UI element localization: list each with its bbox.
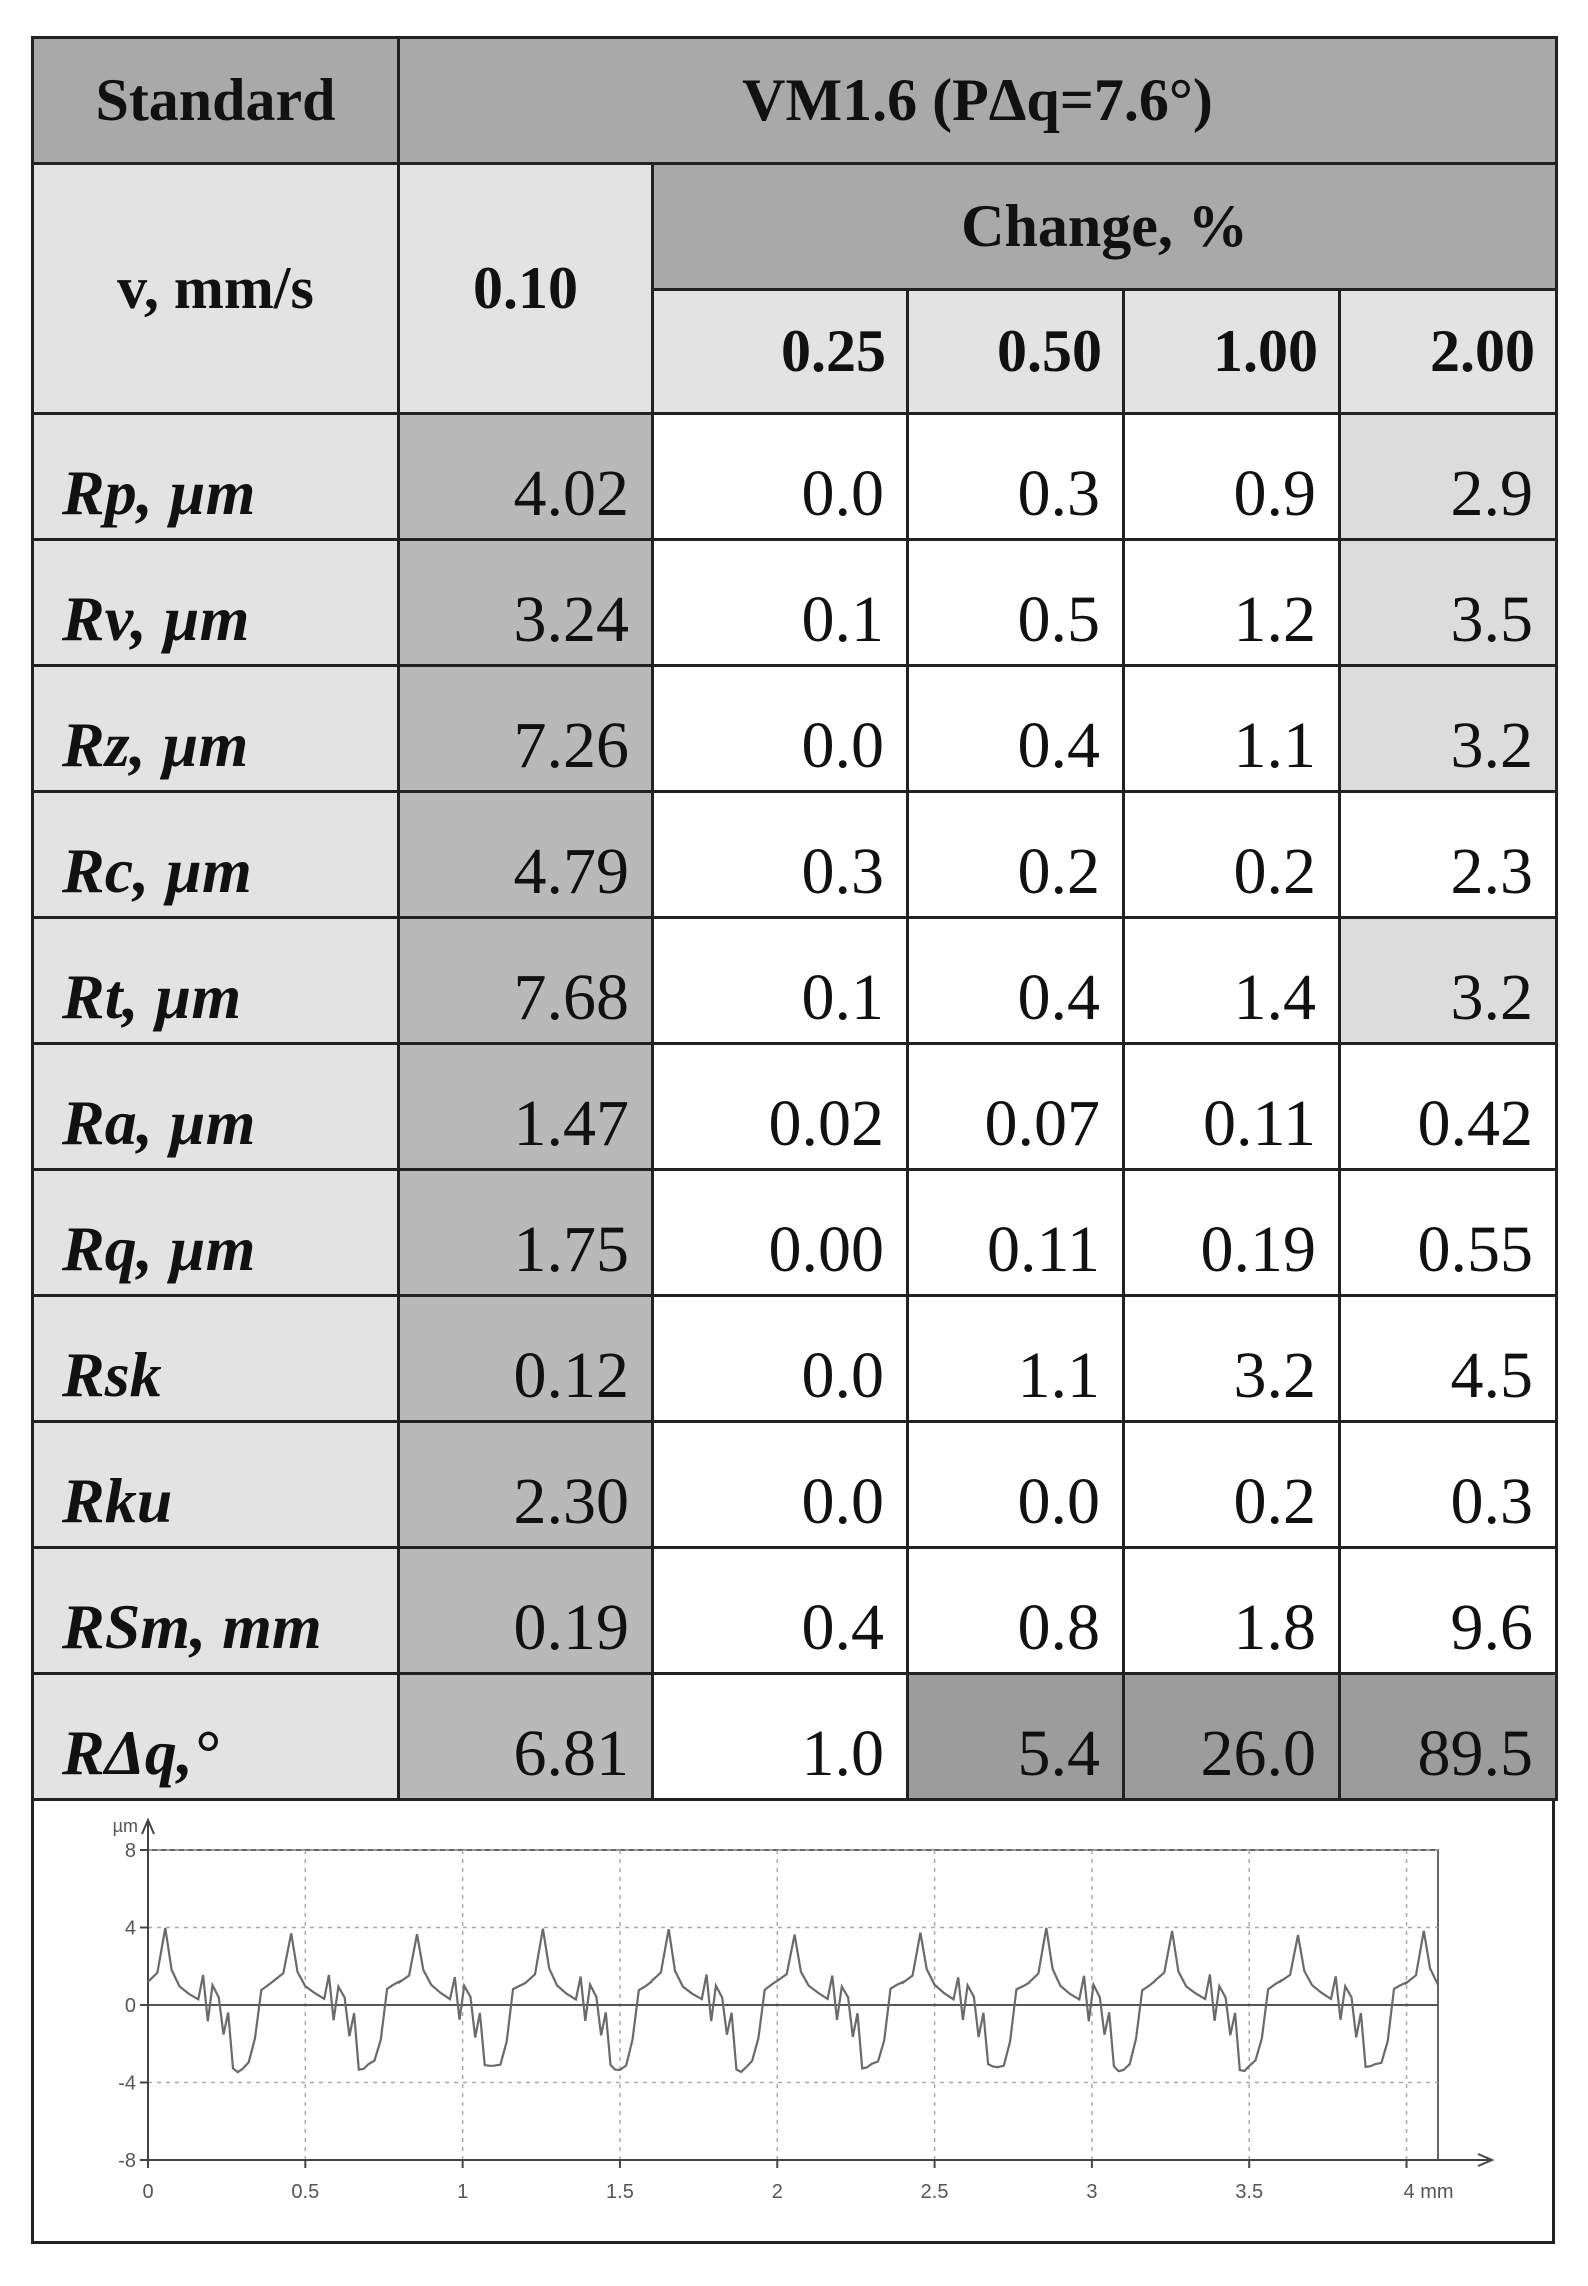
change-value: 1.1 — [908, 1296, 1124, 1422]
change-value: 2.9 — [1340, 414, 1557, 540]
y-tick-label: 0 — [124, 1995, 136, 2017]
row-label: Rsk — [33, 1296, 399, 1422]
change-value: 0.0 — [908, 1422, 1124, 1548]
change-value: 0.07 — [908, 1044, 1124, 1170]
change-value: 0.8 — [908, 1548, 1124, 1674]
base-value: 3.24 — [399, 540, 653, 666]
speed-header-text: v, mm/s — [117, 255, 314, 321]
change-value: 1.1 — [1124, 666, 1340, 792]
change-value: 0.55 — [1340, 1170, 1557, 1296]
table-row — [33, 1170, 1557, 1296]
y-tick-label: -4 — [118, 2072, 136, 2095]
vm-header-text: VM1.6 (PΔq=7.6°) — [742, 67, 1213, 133]
row-label: Ra, µm — [33, 1044, 399, 1170]
table-row — [33, 666, 1557, 792]
row-label: Rku — [33, 1422, 399, 1548]
profile-chart — [60, 1810, 1530, 2220]
x-tick-label: 1 — [457, 2181, 469, 2203]
change-value: 0.19 — [1124, 1170, 1340, 1296]
change-value: 3.2 — [1340, 666, 1557, 792]
change-value: 0.1 — [653, 540, 908, 666]
x-tick-label: 2 — [771, 2181, 783, 2203]
change-header: Change, % — [653, 164, 1557, 290]
row-label: Rz, µm — [33, 666, 399, 792]
x-tick-label: 1.5 — [606, 2181, 634, 2203]
change-value: 0.5 — [908, 540, 1124, 666]
x-tick-label: 0 — [142, 2181, 154, 2203]
row-label: RΔq,° — [33, 1674, 399, 1800]
base-value: 1.47 — [399, 1044, 653, 1170]
change-value: 9.6 — [1340, 1548, 1557, 1674]
x-tick-label: 3 — [1086, 2181, 1098, 2203]
speed-header — [33, 164, 399, 414]
x-tick-label: 3.5 — [1235, 2181, 1264, 2203]
change-value: 2.3 — [1340, 792, 1557, 918]
y-tick-label: 8 — [124, 1840, 136, 1862]
y-unit-label: µm — [112, 1816, 138, 1836]
vm-header — [399, 38, 1557, 164]
change-value: 3.2 — [1340, 918, 1557, 1044]
change-value: 4.5 — [1340, 1296, 1557, 1422]
base-value: 6.81 — [399, 1674, 653, 1800]
table-row — [33, 1044, 1557, 1170]
base-value: 0.19 — [399, 1548, 653, 1674]
change-value: 0.00 — [653, 1170, 908, 1296]
table-row — [33, 1296, 1557, 1422]
table-row — [33, 1548, 1557, 1674]
change-value: 0.9 — [1124, 414, 1340, 540]
change-value: 0.0 — [653, 414, 908, 540]
change-value: 5.4 — [908, 1674, 1124, 1800]
change-value: 1.2 — [1124, 540, 1340, 666]
table-row — [33, 792, 1557, 918]
change-value: 0.4 — [653, 1548, 908, 1674]
base-value: 7.26 — [399, 666, 653, 792]
change-value: 0.02 — [653, 1044, 908, 1170]
base-value: 4.79 — [399, 792, 653, 918]
row-label: Rq, µm — [33, 1170, 399, 1296]
profile-chart-svg — [60, 1810, 1530, 2220]
x-tick-label: 4 mm — [1403, 2181, 1454, 2203]
change-value: 3.2 — [1124, 1296, 1340, 1422]
table-row — [33, 1422, 1557, 1548]
roughness-table — [31, 36, 1558, 1801]
base-speed-header: 0.10 — [399, 164, 653, 414]
row-label: Rp, µm — [33, 414, 399, 540]
change-value: 0.4 — [908, 918, 1124, 1044]
row-label: Rv, µm — [33, 540, 399, 666]
base-value: 7.68 — [399, 918, 653, 1044]
change-value: 0.2 — [1124, 792, 1340, 918]
speed-col-header: 0.50 — [908, 290, 1124, 414]
standard-header: Standard — [33, 38, 399, 164]
change-value: 0.3 — [908, 414, 1124, 540]
change-value: 0.3 — [653, 792, 908, 918]
change-value: 0.11 — [1124, 1044, 1340, 1170]
base-value: 0.12 — [399, 1296, 653, 1422]
row-label: Rt, µm — [33, 918, 399, 1044]
profile-line — [148, 1928, 1438, 2072]
change-value: 0.3 — [1340, 1422, 1557, 1548]
change-value: 0.11 — [908, 1170, 1124, 1296]
table-row — [33, 414, 1557, 540]
change-value: 89.5 — [1340, 1674, 1557, 1800]
change-value: 0.4 — [908, 666, 1124, 792]
change-value: 0.2 — [1124, 1422, 1340, 1548]
change-value: 1.8 — [1124, 1548, 1340, 1674]
change-value: 26.0 — [1124, 1674, 1340, 1800]
speed-col-header: 0.25 — [653, 290, 908, 414]
change-value: 0.0 — [653, 1296, 908, 1422]
table-row — [33, 540, 1557, 666]
change-value: 0.42 — [1340, 1044, 1557, 1170]
table-row — [33, 1674, 1557, 1800]
row-label: Rc, µm — [33, 792, 399, 918]
change-value: 0.0 — [653, 1422, 908, 1548]
y-tick-label: -8 — [118, 2150, 136, 2172]
change-value: 3.5 — [1340, 540, 1557, 666]
x-tick-label: 2.5 — [920, 2181, 949, 2203]
change-value: 0.0 — [653, 666, 908, 792]
change-value: 0.2 — [908, 792, 1124, 918]
base-value: 2.30 — [399, 1422, 653, 1548]
change-value: 1.4 — [1124, 918, 1340, 1044]
base-value: 4.02 — [399, 414, 653, 540]
table-row — [33, 918, 1557, 1044]
speed-col-header: 1.00 — [1124, 290, 1340, 414]
base-value: 1.75 — [399, 1170, 653, 1296]
change-value: 0.1 — [653, 918, 908, 1044]
change-value: 1.0 — [653, 1674, 908, 1800]
x-tick-label: 0.5 — [291, 2181, 320, 2203]
speed-col-header: 2.00 — [1340, 290, 1557, 414]
y-tick-label: 4 — [124, 1917, 136, 1940]
row-label: RSm, mm — [33, 1548, 399, 1674]
